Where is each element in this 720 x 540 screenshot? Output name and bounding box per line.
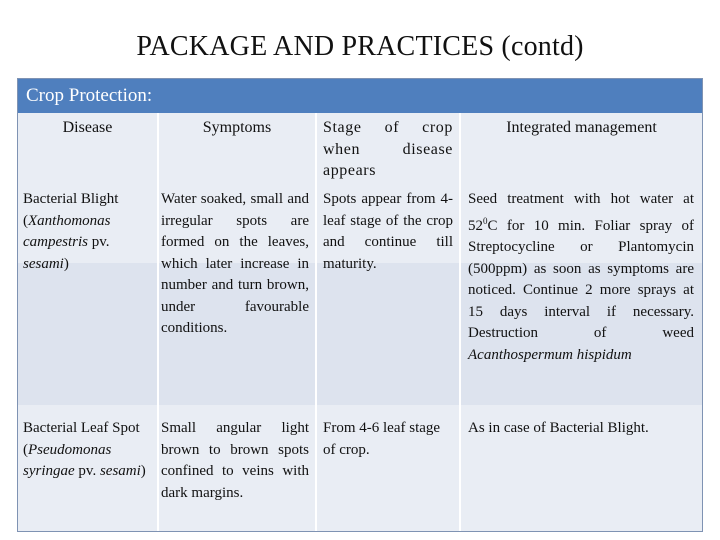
row-2-management: As in case of Bacterial Blight. [468, 420, 649, 436]
disease-scientific-name: Pseudomonas syringae [23, 441, 112, 479]
row-2-stage: From 4-6 leaf stage of crop. [323, 420, 441, 458]
column-separator [315, 113, 317, 531]
crop-protection-table [17, 78, 703, 532]
header-disease: Disease [62, 119, 113, 136]
header-stage: Stage of crop when disease appears [323, 119, 453, 179]
header-management: Integrated management [506, 119, 657, 136]
management-text-cont: C for 10 min. Foliar spray of Streptocycline or Plantomycin (500ppm) as soon as symptoms are noticed. Continue 2 more sprays at 15 days interval if necessary. Destruction of weed [468, 217, 694, 341]
section-header: Crop Protection: [18, 79, 702, 113]
paren-open: ( [23, 212, 28, 229]
pathovar-name: sesami [99, 463, 141, 479]
slide-title-text: PACKAGE AND PRACTICES (contd) [136, 31, 584, 62]
disease-common-name: Bacterial Blight [23, 191, 119, 207]
row-2-disease [23, 418, 157, 483]
row-2-symptoms: Small angular light brown to brown spots confined to veins with dark margins. [161, 420, 309, 501]
pathovar-abbrev: pv. [74, 463, 100, 479]
column-separator [157, 113, 159, 531]
paren-open: ( [23, 441, 28, 458]
disease-scientific-name: Xanthomonas campestris [23, 212, 111, 250]
pathovar-name: sesami [23, 255, 64, 272]
superscript: 0 [483, 215, 488, 226]
row-1-disease [23, 189, 157, 275]
header-symptoms: Symptoms [202, 119, 272, 136]
weed-scientific-name: Acanthospermum hispidum [468, 346, 632, 363]
management-text: Seed treatment with hot water at 52 [468, 191, 694, 234]
row-1-stage: Spots appear from 4-leaf stage of the crop and continue till maturity. [323, 191, 453, 272]
slide-title [0, 30, 720, 63]
row-1-symptoms: Water soaked, small and irregular spots are formed on the leaves, which later increase in number and turn brown, under favourable conditions. [161, 191, 309, 336]
disease-common-name: Bacterial Leaf Spot [23, 420, 140, 436]
paren-close: ) [63, 255, 69, 272]
row-1-management [468, 189, 694, 366]
column-separator [459, 113, 461, 531]
pathovar-abbrev: pv. [88, 234, 110, 250]
paren-close: ) [140, 463, 146, 479]
